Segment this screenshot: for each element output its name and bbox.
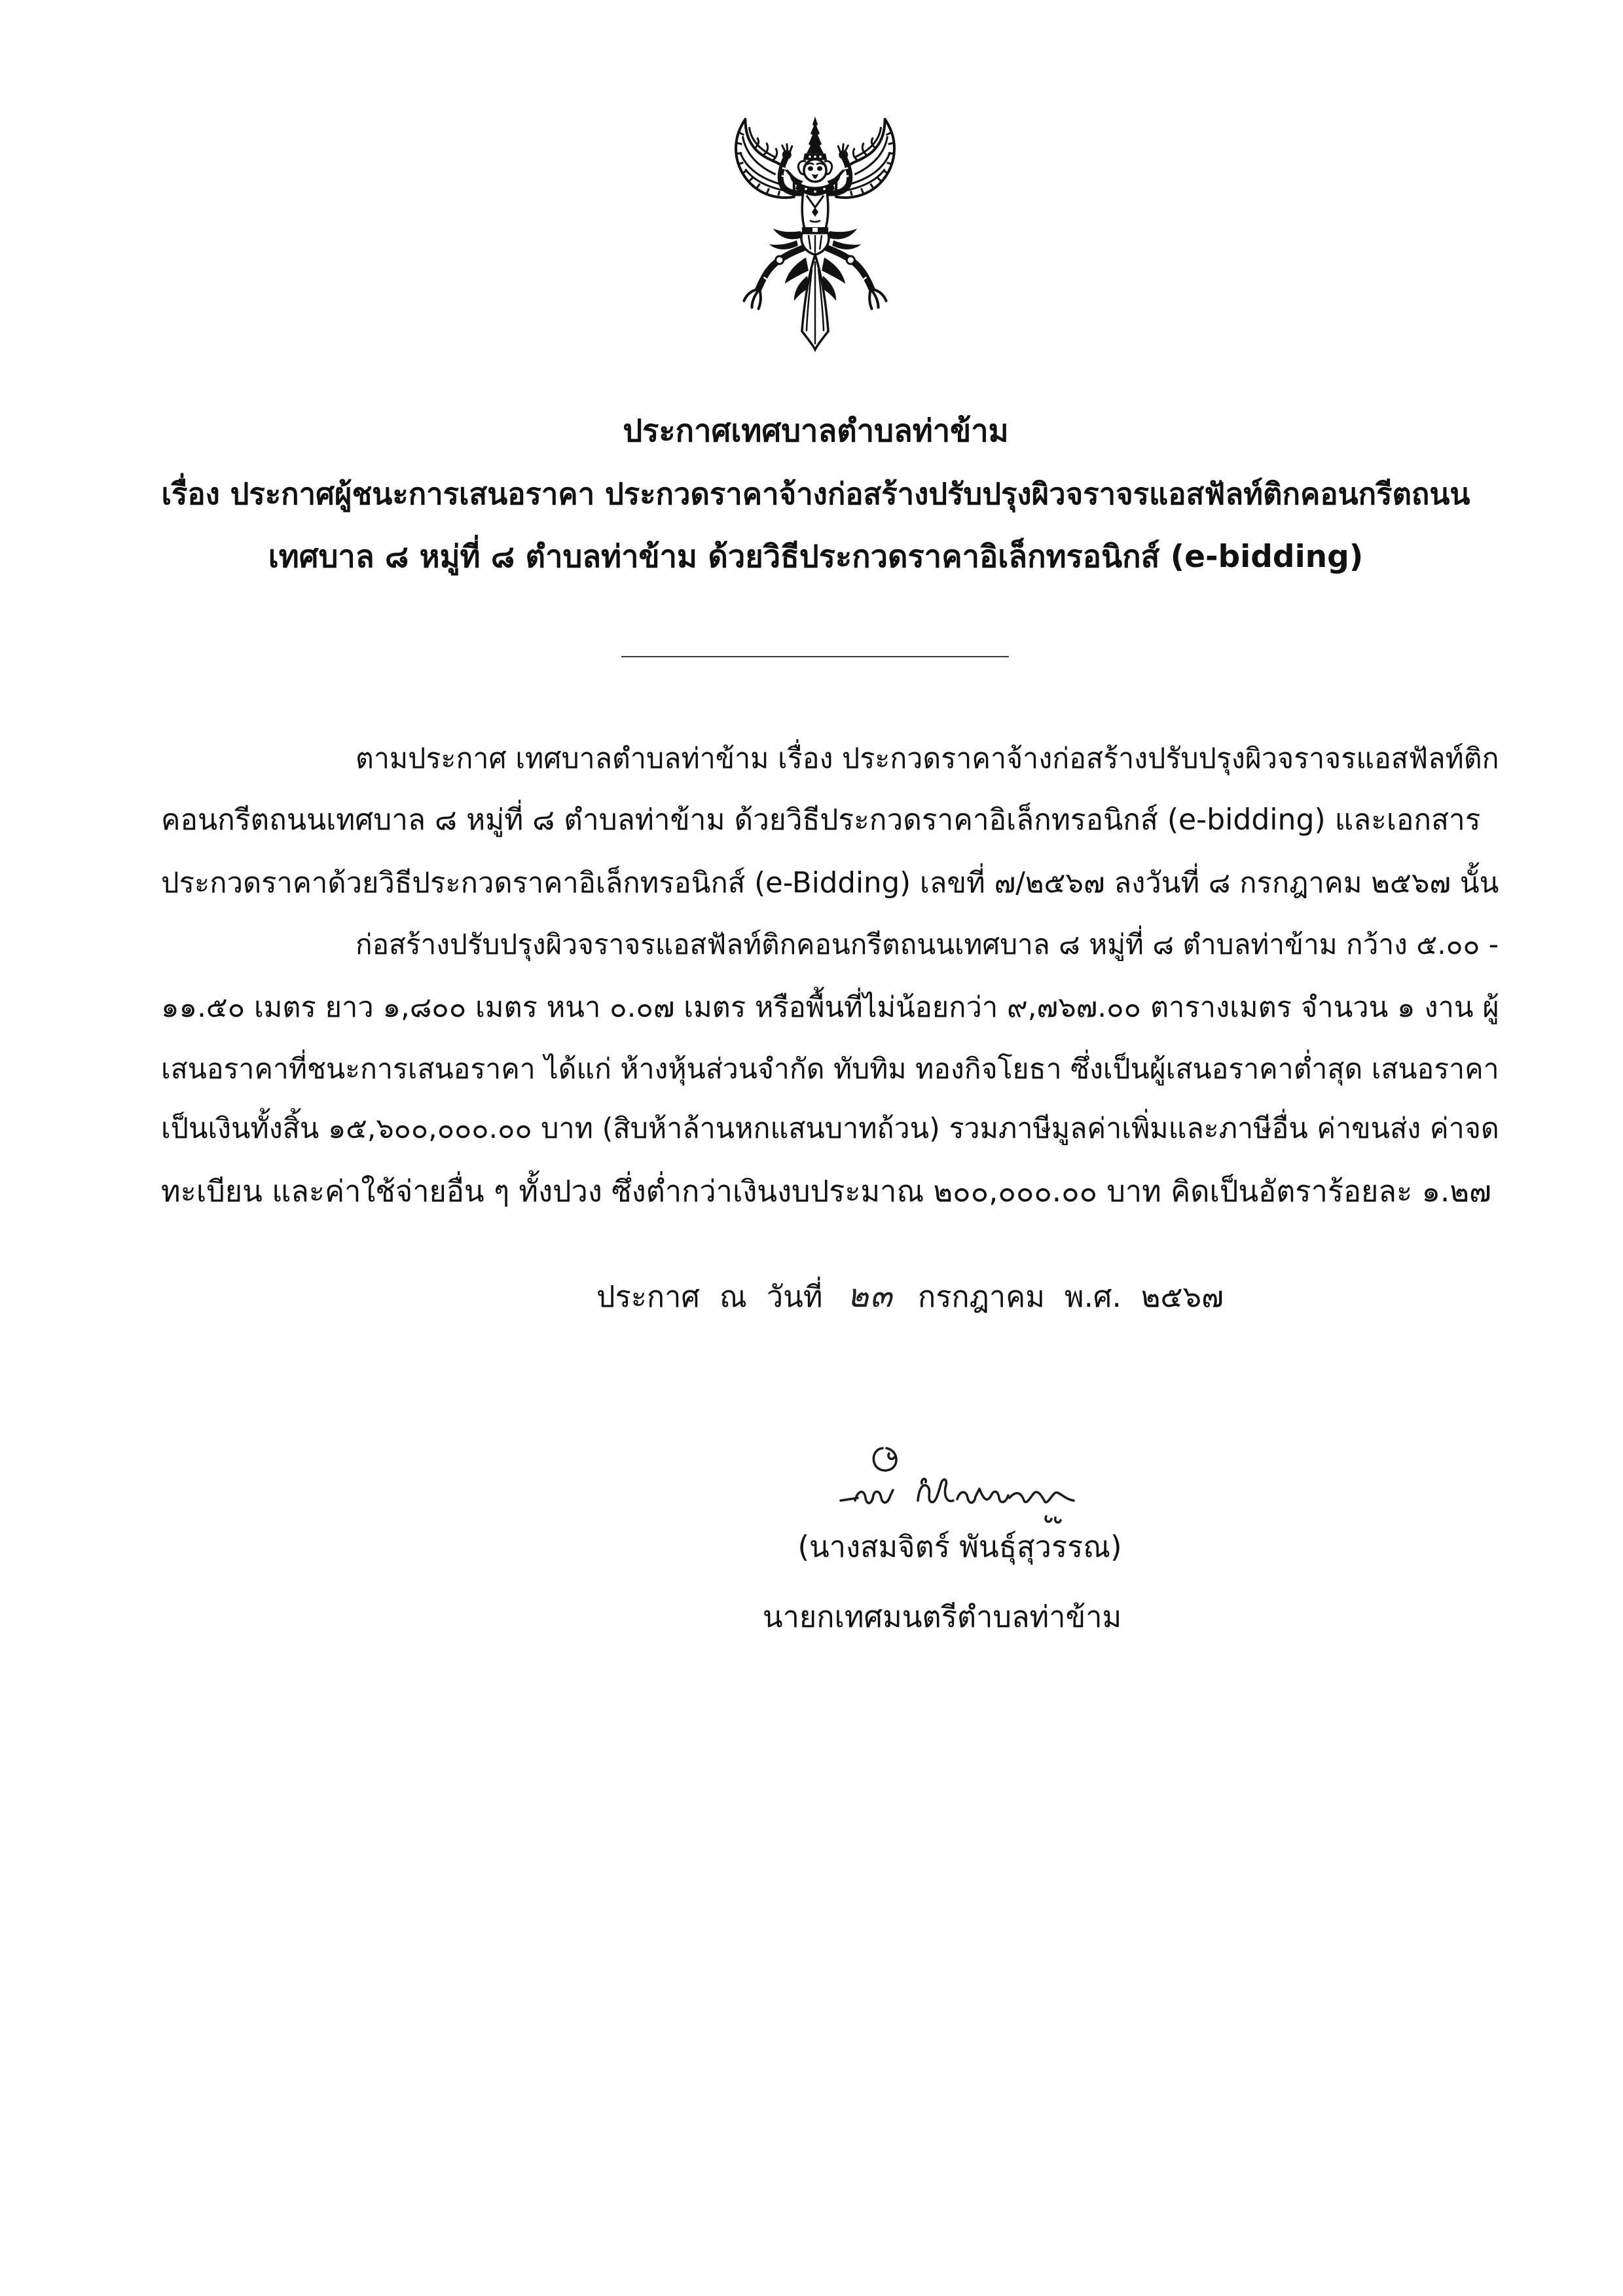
signer-position: นายกเทศมนตรีตำบลท่าข้าม bbox=[762, 1599, 1122, 1634]
date-month-year: กรกฎาคม พ.ศ. ๒๕๖๗ bbox=[917, 1279, 1224, 1314]
paragraph-1-line-1: ตามประกาศ เทศบาลตำบลท่าข้าม เรื่อง ประกวดราคาจ้างก่อสร้างปรับปรุงผิวจราจรแอสฟัลท์ติก bbox=[356, 742, 1499, 775]
garuda-left-half bbox=[736, 119, 810, 309]
paragraph-2-line-3: เสนอราคาที่ชนะการเสนอราคา ได้แก่ ห้างหุ้นส่วนจำกัด ทับทิม ทองกิจโยธา ซึ่งเป็นผู้เสนอราคาต่ำสุด เสนอราคา bbox=[161, 1053, 1499, 1085]
signature-strokes bbox=[841, 1448, 1074, 1522]
announcement-date bbox=[596, 1269, 1499, 1323]
document-title: ประกาศเทศบาลตำบลท่าข้าม bbox=[623, 413, 1009, 449]
garuda-center bbox=[795, 117, 835, 350]
signer-name: (นางสมจิตร์ พันธุ์สุวรรณ) bbox=[797, 1529, 1122, 1564]
header-divider bbox=[621, 656, 1009, 657]
garuda-emblem-icon bbox=[716, 115, 914, 352]
paragraph-1-line-3: ประกวดราคาด้วยวิธีประกวดราคาอิเล็กทรอนิกส์ (e-Bidding) เลขที่ ๗/๒๕๖๗ ลงวันที่ ๘ กรกฎาคม ๒๕๖๗ นั้น bbox=[161, 867, 1499, 900]
date-prefix: ประกาศ ณ วันที่ bbox=[596, 1279, 823, 1314]
paragraph-2-line-2: ๑๑.๕๐ เมตร ยาว ๑,๘๐๐ เมตร หนา ๐.๐๗ เมตร หรือพื้นที่ไม่น้อยกว่า ๙,๗๖๗.๐๐ ตารางเมตร จำนวน ๑ งาน ผู้ bbox=[161, 991, 1499, 1024]
paragraph-2-line-1: ก่อสร้างปรับปรุงผิวจราจรแอสฟัลท์ติกคอนกรีตถนนเทศบาล ๘ หมู่ที่ ๘ ตำบลท่าข้าม กว้าง ๕.๐๐ - bbox=[356, 928, 1499, 960]
garuda-right-half bbox=[820, 119, 894, 309]
handwritten-day: ๒๓ bbox=[847, 1277, 894, 1315]
subject-line-1: เรื่อง ประกาศผู้ชนะการเสนอราคา ประกวดราคาจ้างก่อสร้างปรับปรุงผิวจราจรแอสฟัลท์ติกคอนกรีตถนน bbox=[161, 477, 1470, 511]
paragraph-1-line-2: คอนกรีตถนนเทศบาล ๘ หมู่ที่ ๘ ตำบลท่าข้าม ด้วยวิธีประกวดราคาอิเล็กทรอนิกส์ (e-bidding) และเอกสาร bbox=[161, 803, 1481, 837]
paragraph-2-line-5: ทะเบียน และค่าใช้จ่ายอื่น ๆ ทั้งปวง ซึ่งต่ำกว่าเงินงบประมาณ ๒๐๐,๐๐๐.๐๐ บาท คิดเป็นอัตราร้อยละ ๑.๒๗ bbox=[161, 1174, 1491, 1209]
paragraph-2-line-4: เป็นเงินทั้งสิ้น ๑๕,๖๐๐,๐๐๐.๐๐ บาท (สิบห้าล้านหกแสนบาทถ้วน) รวมภาษีมูลค่าเพิ่มและภาษีอื่น ค่าขนส่ง ค่าจด bbox=[161, 1112, 1499, 1145]
subject-line-2: เทศบาล ๘ หมู่ที่ ๘ ตำบลท่าข้าม ด้วยวิธีประกวดราคาอิเล็กทรอนิกส์ (e-bidding) bbox=[268, 539, 1364, 575]
